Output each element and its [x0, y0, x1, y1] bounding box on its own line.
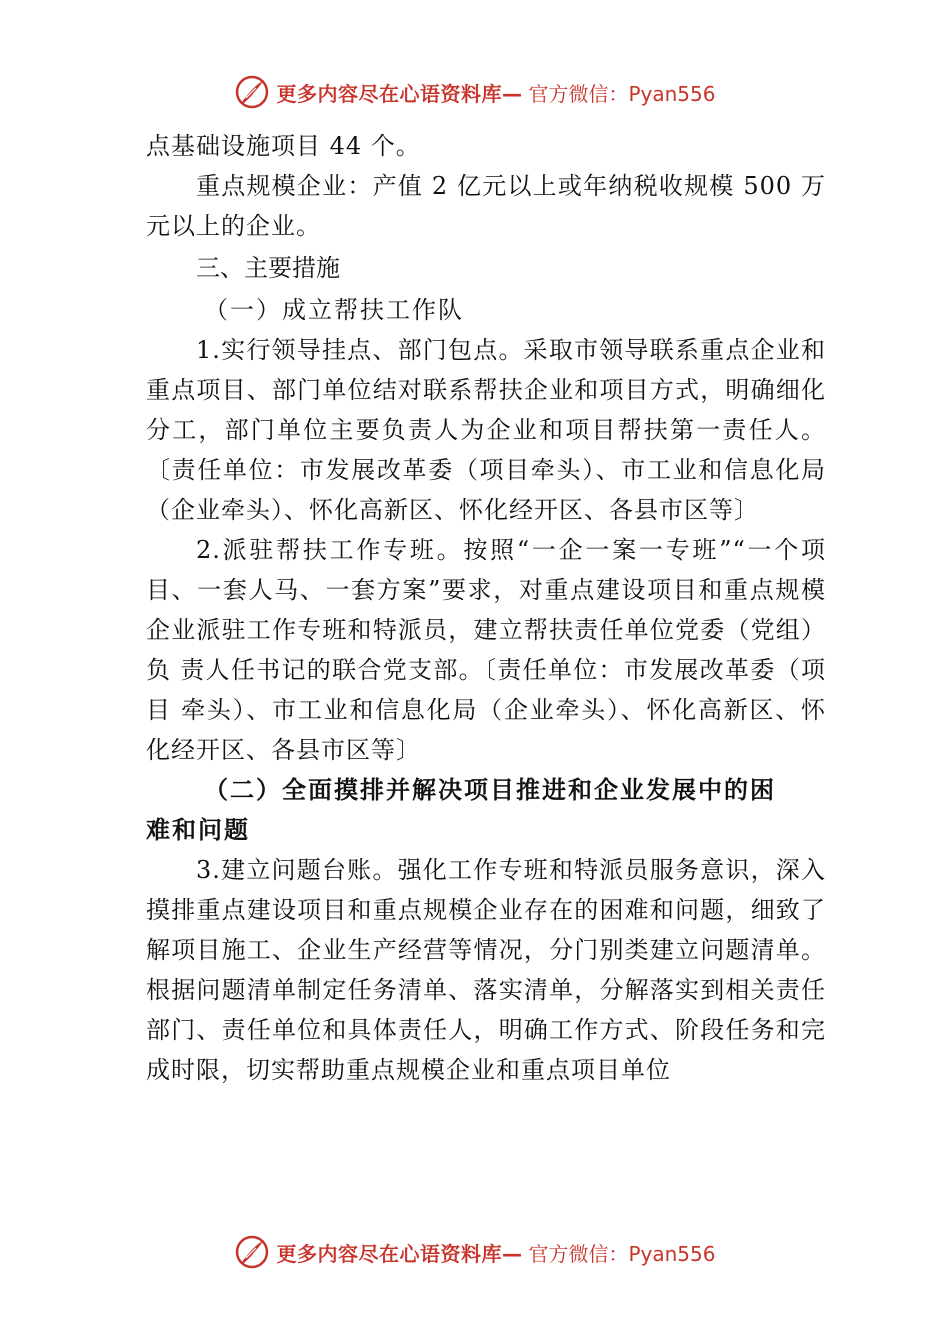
paragraph-key-enterprise-definition: 重点规模企业：产值 2 亿元以上或年纳税收规模 500 万元以上的企业。	[146, 172, 826, 240]
section-heading-main-measures: 三、主要措施	[196, 254, 340, 282]
footer-banner	[0, 1232, 950, 1272]
quill-logo-icon	[234, 1234, 270, 1270]
banner-wechat-id: 官方微信：Pyan556	[528, 81, 716, 106]
item-leader-contact: 1.实行领导挂点、部门包点。采取市领导联系重点企业和重点项目、部门单位结对联系帮扶企业和项目方式，明确细化分工，部门单位主要负责人为企业和项目帮扶第一责任人。〔责任单位：市发展改革委（项目牵头）、市工业和信息化局（企业牵头）、怀化高新区、怀化经开区、各县市区等〕	[146, 336, 826, 524]
item-dispatch-task-force: 2.派驻帮扶工作专班。按照“一企一案一专班”“一个项目、一套人马、一套方案”要求，对重点建设项目和重点规模企业派驻工作专班和特派员，建立帮扶责任单位党委（党组）负 责人任书记的联合党支部。〔责任单位：市发展改革委（项目 牵头）、市工业和信息化局（企业牵头）、怀化高新区、怀化经开区、各县市区等〕	[146, 536, 826, 764]
document-body	[146, 126, 826, 1090]
paragraph-project-count: 点基础设施项目 44 个。	[146, 132, 421, 160]
header-banner	[0, 72, 950, 112]
quill-logo-icon	[234, 74, 270, 110]
banner-wechat-id: 官方微信：Pyan556	[528, 1241, 716, 1266]
banner-slogan: 更多内容尽在心语资料库—	[276, 1241, 523, 1266]
subsection-heading-problem-solving: （二）全面摸排并解决项目推进和企业发展中的困	[204, 775, 776, 804]
subsection-heading-problem-solving-cont: 难和问题	[146, 815, 250, 844]
subsection-heading-assistance-team: （一）成立帮扶工作队	[204, 296, 464, 324]
banner-slogan: 更多内容尽在心语资料库—	[276, 81, 523, 106]
item-problem-ledger: 3.建立问题台账。强化工作专班和特派员服务意识，深入摸排重点建设项目和重点规模企业存在的困难和问题，细致了解项目施工、企业生产经营等情况，分门别类建立问题清单。根据问题清单制定任务清单、落实清单，分解落实到相关责任部门、责任单位和具体责任人，明确工作方式、阶段任务和完成时限，切实帮助重点规模企业和重点项目单位	[146, 856, 826, 1084]
